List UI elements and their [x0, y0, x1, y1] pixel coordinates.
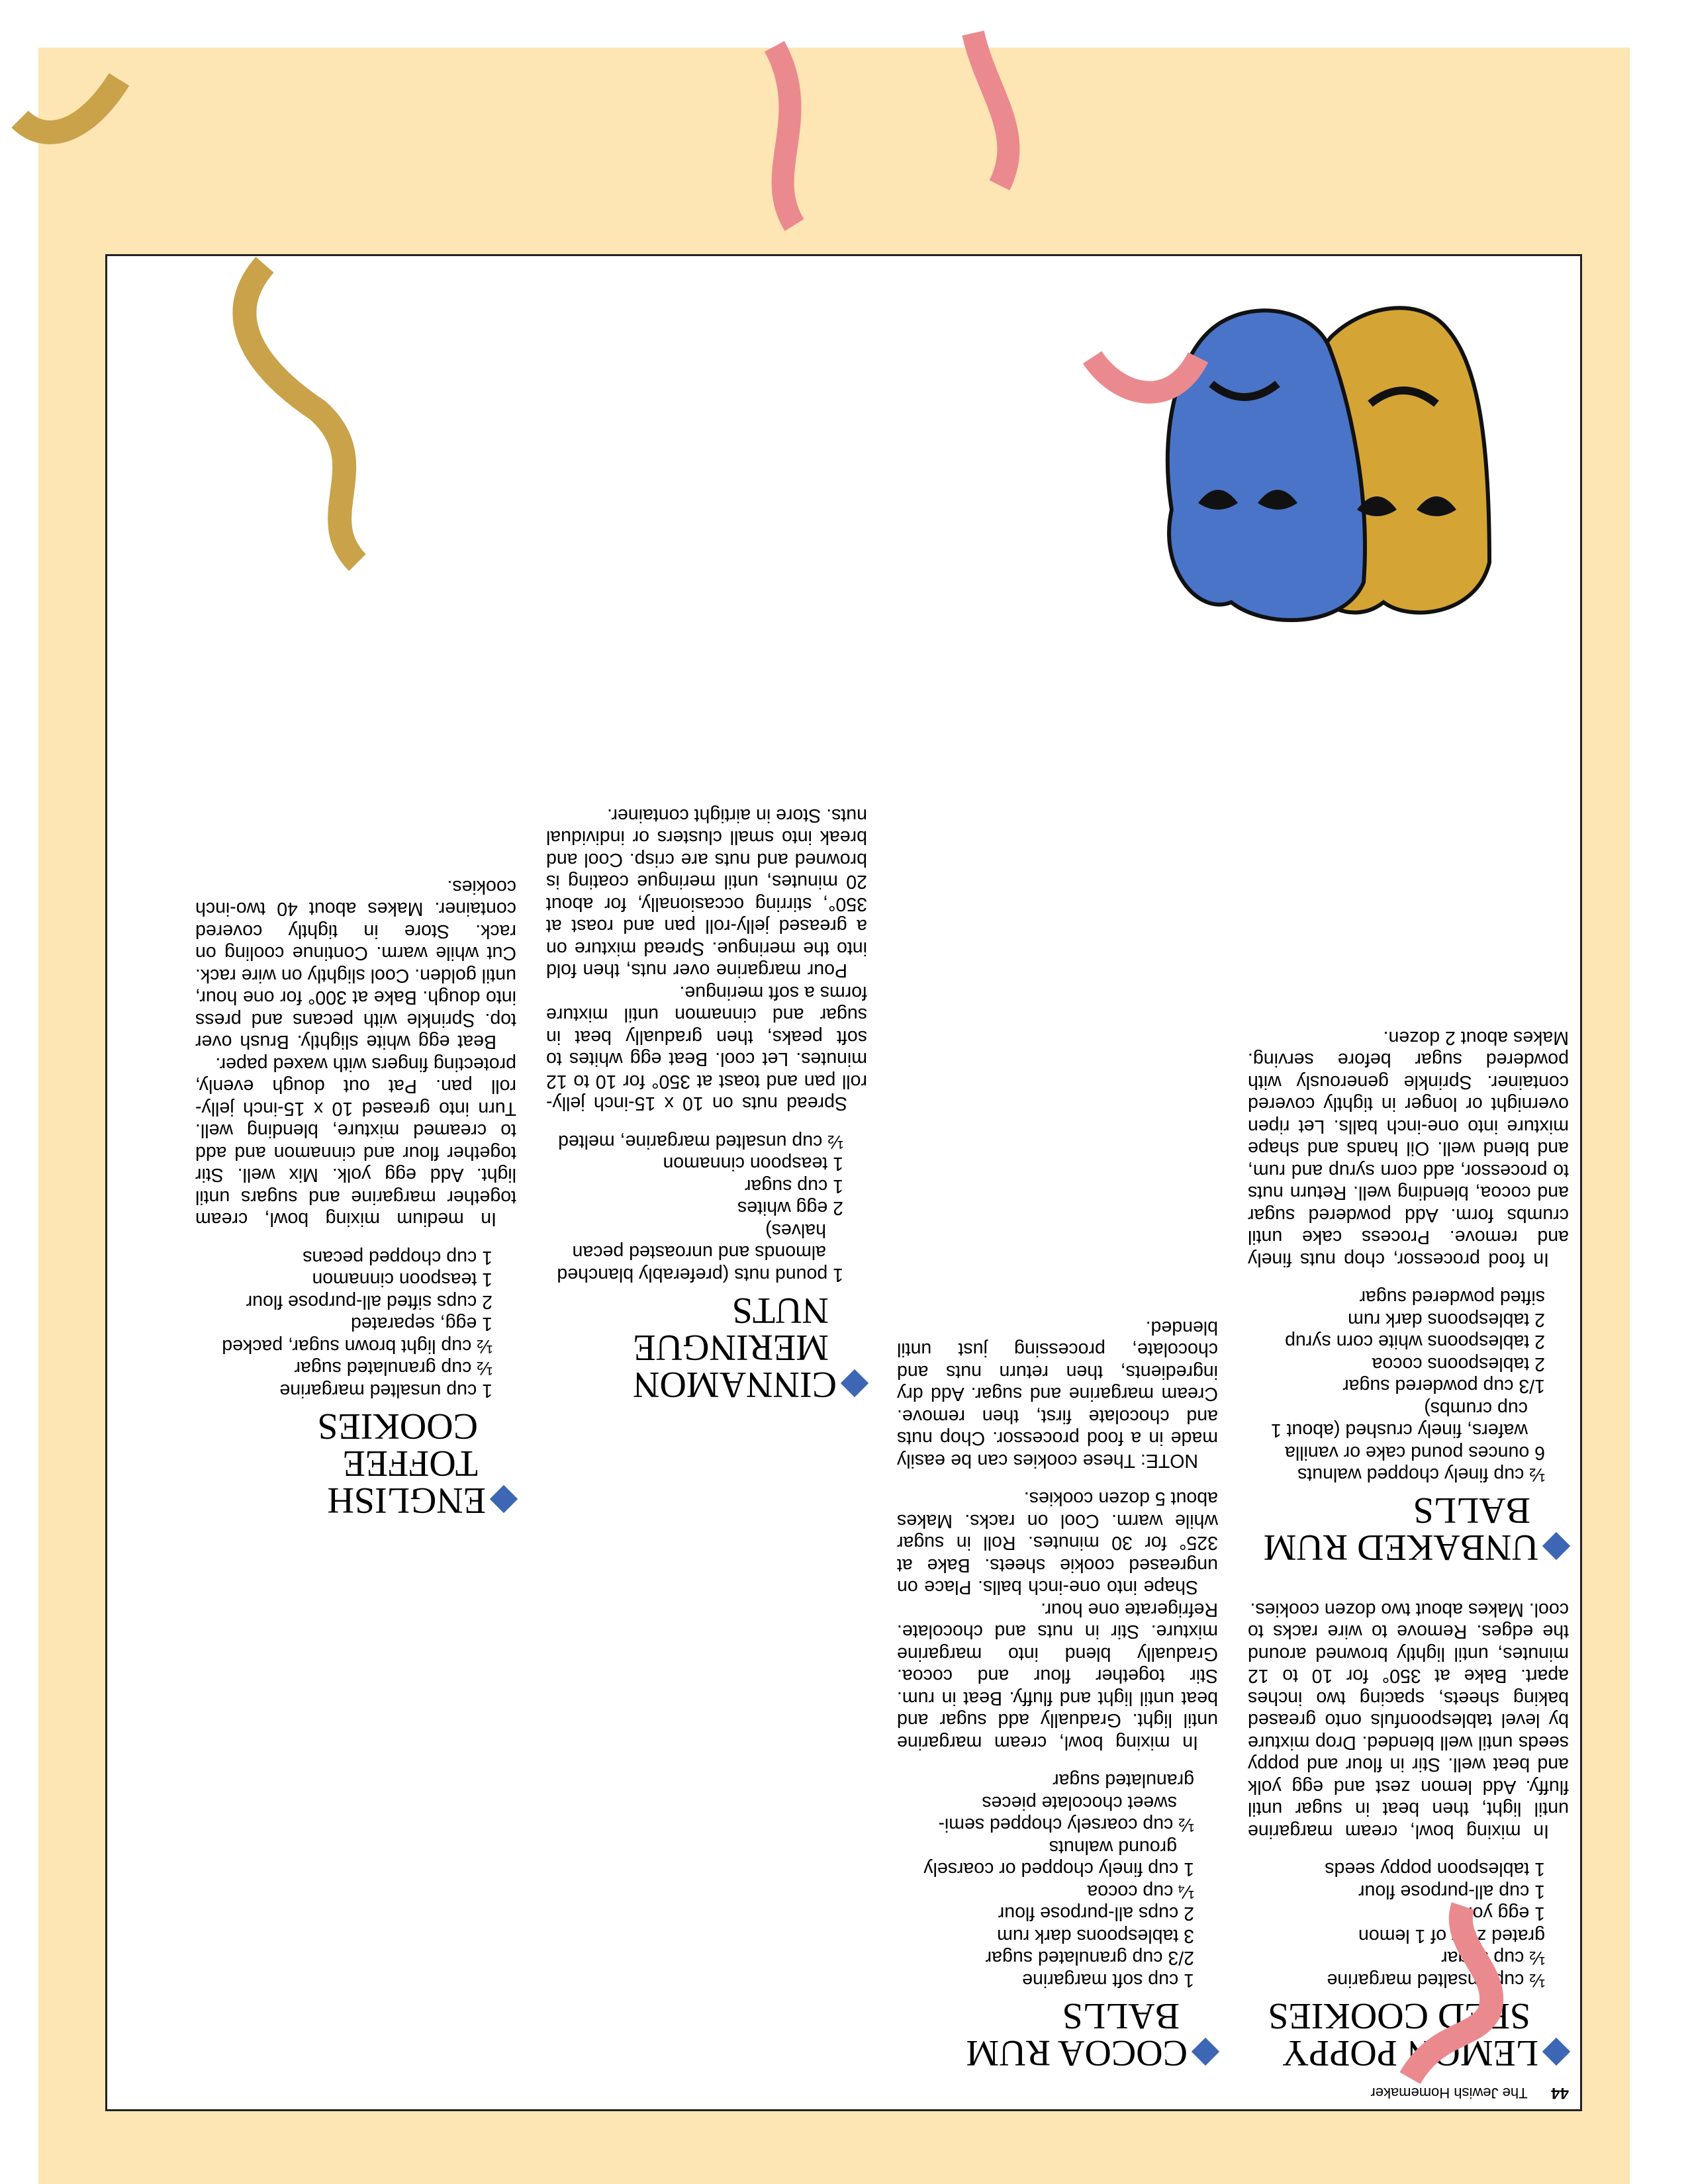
ingredient: ½ cup finely chopped walnuts [1297, 1464, 1545, 1486]
pink-ribbon-bottom-left [973, 33, 1008, 185]
ingredient: ¼ cup cocoa [1087, 1881, 1194, 1902]
ingredient: 1 egg, separated [351, 1313, 492, 1335]
ingredient: 2 cups sifted all-purpose flour [246, 1291, 492, 1312]
recipe-directions: Beat egg white slightly. Brush over top. Sprinkle with pecans and press into dough. Bake at 300° for one hour, until golden. Cool slightly on wire rack. Cut while warm. Continue cooling on rack. Store in tightly covered container. Makes about 40 two-inch cookies. [195, 876, 516, 1053]
ingredient: 1 cup unsalted margarine [279, 1380, 492, 1401]
ingredient: ½ cup granulated sugar [294, 1357, 492, 1379]
recipe-directions: Pour margarine over nuts, then fold into the meringue. Spread mixture on a greased jelly-roll pan and roast at 350°, stirring occasionally, for about 20 minutes, until meringue coating is browned and nuts are crisp. Cool and break into small clusters or individual nuts. Store in airtight container. [546, 805, 867, 981]
ingredient: 1 cup finely chopped or coarsely ground walnuts [923, 1837, 1194, 1880]
page-number: 44 [1551, 2084, 1569, 2102]
ingredient: 1 pound nuts (preferably blanched almonds and unroasted pecan halves) [557, 1220, 843, 1285]
recipe-title: CINNAMON MERINGUE NUTS [546, 1292, 867, 1403]
pink-ribbon-top [1410, 1906, 1491, 2078]
gold-ribbon-corner [20, 79, 119, 132]
ingredient: 1 teaspoon cinnamon [312, 1269, 492, 1291]
ingredient: 1 teaspoon cinnamon [663, 1153, 843, 1175]
pink-ribbon-bottom-mid [774, 46, 794, 225]
publication-name: The Jewish Homemaker [1370, 2085, 1528, 2101]
ingredient: sifted powdered sugar [1359, 1287, 1545, 1308]
ingredient: 2 cups all-purpose flour [998, 1903, 1194, 1925]
ingredient: 6 ounces pound cake or vanilla wafers, finely crushed (about 1 cup crumbs) [1270, 1398, 1545, 1463]
ingredient: 1 cup sugar [745, 1175, 843, 1197]
recipe-title: LEMON POPPY SEED COOKIES [1248, 1997, 1569, 2071]
recipe-title: UNBAKED RUM BALLS [1248, 1492, 1569, 1567]
recipe-directions: In mixing bowl, cream margarine until light. Gradually add sugar and beat until light and fluffy. Beat in rum. Stir together flour and cocoa. Gradually blend into margarine mixture. Stir in nuts and chocolate. Refrigerate one hour. [897, 1599, 1218, 1753]
ingredient: ½ cup light brown sugar, packed [222, 1336, 492, 1357]
recipe-note: NOTE: These cookies can be easily made in a food processor. Chop nuts and chocolate first, then remove. Cream margarine and sugar. Add dry ingredients, then return nuts and chocolate, processing just until blended. [897, 1317, 1218, 1471]
ingredient: 1 cup soft margarine [1022, 1970, 1194, 1991]
ingredient: granulated sugar [1053, 1770, 1194, 1792]
ingredient: 1 cup all-purpose flour [1358, 1881, 1545, 1902]
recipe-title: COCOA RUM BALLS [897, 1997, 1218, 2071]
ingredient: 2 egg whites [737, 1197, 843, 1219]
ingredient: ½ cup sugar [1441, 1947, 1545, 1969]
ingredient: ½ cup unsalted margarine, melted [558, 1131, 843, 1152]
ingredient: 2 tablespoons cocoa [1372, 1353, 1545, 1375]
ingredient: 2 tablespoons dark rum [1348, 1309, 1545, 1330]
recipe-directions: Shape into one-inch balls. Place on ungreased cookie sheets. Bake at 325° for 30 minutes. Roll in sugar while warm. Cool on racks. Makes about 5 dozen cookies. [897, 1488, 1218, 1598]
ingredient: 1 cup chopped pecans [303, 1247, 492, 1268]
recipe-directions: In food processor, chop nuts finely and remove. Process cake until crumbs form. Add powdered sugar and cocoa, blending well. Return nuts to processor, add corn syrup and rum, and blend well. Oil hands and shape mixture into one-inch balls. Let ripen overnight or longer in tightly covered container. Sprinkle generously with powdered sugar before serving. Makes about 2 dozen. [1248, 1027, 1569, 1270]
ingredient: ½ cup coarsely chopped semi-sweet chocolate pieces [938, 1792, 1194, 1836]
ingredient: grated zest of 1 lemon [1358, 1925, 1545, 1946]
ingredient: 3 tablespoons dark rum [997, 1925, 1194, 1946]
ingredient: 1/3 cup powdered sugar [1342, 1375, 1545, 1397]
ingredient: 2/3 cup granulated sugar [985, 1947, 1194, 1969]
recipe-directions: In mixing bowl, cream margarine until light, then beat in sugar until fluffy. Add lemon zest and egg yolk and beat well. Stir in flour and poppy seeds until well blended. Drop mixture by level tablespoonfuls onto greased baking sheets, spacing two inches apart. Bake at 350° for 10 to 12 minutes, until lightly browned around the edges. Remove to wire racks to cool. Makes about two dozen cookies. [1248, 1599, 1569, 1842]
recipe-directions: Spread nuts on 10 x 15-inch jelly-roll pan and toast at 350° for 10 to 12 minutes. Let cool. Beat egg whites to soft peaks, then gradually beat in sugar and cinnamon until mixture forms a soft meringue. [546, 982, 867, 1115]
ingredient: ½ cup unsalted margarine [1327, 1970, 1545, 1991]
ingredient: 1 egg yolk [1459, 1903, 1545, 1925]
ingredient: 2 tablespoons white corn syrup [1285, 1331, 1545, 1353]
recipe-directions: In medium mixing bowl, cream together margarine and sugars until light. Add egg yolk. Mix well. Stir together flour and cinnamon and add to creamed mixture, blending well. Turn into greased 10 x 15-inch jelly-roll pan. Pat out dough evenly, protecting fingers with waxed paper. [195, 1054, 516, 1230]
ingredient: 1 tablespoon poppy seeds [1325, 1858, 1545, 1880]
pink-ribbon-mask [1092, 357, 1198, 392]
recipe-title: ENGLISH TOFFEE COOKIES [195, 1408, 516, 1519]
gold-ribbon-right [244, 265, 357, 563]
